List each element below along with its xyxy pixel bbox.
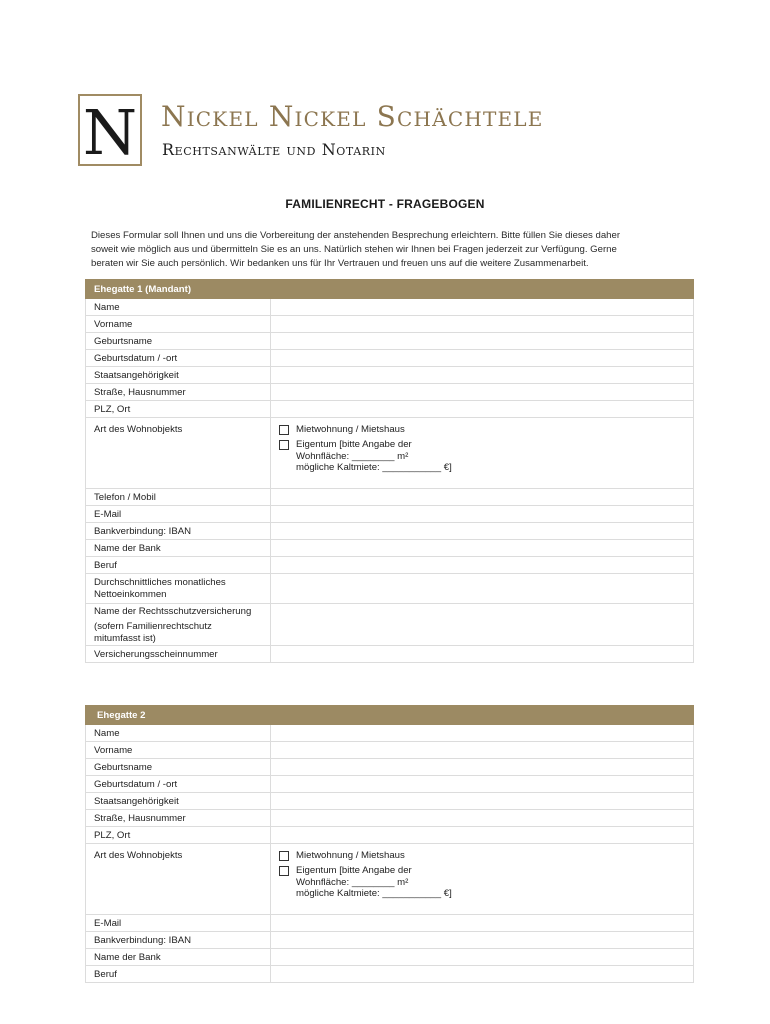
mietwohnung-checkbox[interactable]: [279, 851, 289, 861]
field-label-wohnobjekt: Art des Wohnobjekts: [86, 418, 271, 489]
option-eigentum: [279, 865, 685, 900]
field-label-geburtsname: Geburtsname: [86, 759, 271, 776]
wohnobjekt-options: [271, 844, 694, 915]
field-input-plz[interactable]: [271, 401, 694, 418]
label-line: Durchschnittliches monatliches: [94, 576, 226, 588]
table-row: [86, 574, 694, 604]
field-input-vorname[interactable]: [271, 742, 694, 759]
field-label-staatsangehoerigkeit: Staatsangehörigkeit: [86, 367, 271, 384]
field-label-wohnobjekt: Art des Wohnobjekts: [86, 844, 271, 915]
field-label-email: E-Mail: [86, 915, 271, 932]
eigentum-checkbox[interactable]: [279, 866, 289, 876]
field-input-vorname[interactable]: [271, 316, 694, 333]
field-label-versicherungsscheinnummer: Versicherungsscheinnummer: [86, 646, 271, 663]
table-row: [86, 523, 694, 540]
field-input-strasse[interactable]: [271, 810, 694, 827]
table-row: [86, 844, 694, 915]
field-input-name[interactable]: [271, 725, 694, 742]
field-input-bank[interactable]: [271, 540, 694, 557]
field-label-geburtsname: Geburtsname: [86, 333, 271, 350]
table-row: [86, 418, 694, 489]
table-row: [86, 401, 694, 418]
option-mietwohnung: [279, 424, 685, 435]
field-label-name: Name: [86, 725, 271, 742]
field-input-iban[interactable]: [271, 523, 694, 540]
field-input-iban[interactable]: [271, 932, 694, 949]
label-line: (sofern Familienrechtschutz: [94, 621, 212, 632]
field-label-plz: PLZ, Ort: [86, 401, 271, 418]
field-input-geburtsname[interactable]: [271, 759, 694, 776]
table-row: [86, 793, 694, 810]
field-input-geburtsdatum[interactable]: [271, 776, 694, 793]
field-label-vorname: Vorname: [86, 316, 271, 333]
field-input-telefon[interactable]: [271, 489, 694, 506]
field-label-geburtsdatum: Geburtsdatum / -ort: [86, 350, 271, 367]
option-eigentum: [279, 439, 685, 474]
field-input-email[interactable]: [271, 506, 694, 523]
field-label-strasse: Straße, Hausnummer: [86, 810, 271, 827]
field-input-beruf[interactable]: [271, 557, 694, 574]
field-label-strasse: Straße, Hausnummer: [86, 384, 271, 401]
label-line: Name der Rechtsschutzversicherung: [94, 606, 252, 617]
wohnflaeche-field[interactable]: Wohnfläche: ________ m²: [296, 876, 409, 888]
field-label-staatsangehoerigkeit: Staatsangehörigkeit: [86, 793, 271, 810]
spouse2-header: Ehegatte 2: [86, 706, 271, 725]
logo-letter: N: [82, 96, 138, 164]
field-label-bank: Name der Bank: [86, 540, 271, 557]
field-label-rechtsschutz: [86, 604, 271, 646]
logo-monogram-icon: [80, 96, 140, 164]
table-row: [86, 604, 694, 646]
option-mietwohnung: [279, 850, 685, 861]
field-label-beruf: Beruf: [86, 966, 271, 983]
table-row: [86, 506, 694, 523]
table-row: [86, 316, 694, 333]
table-row: [86, 333, 694, 350]
field-input-versicherungsscheinnummer[interactable]: [271, 646, 694, 663]
field-label-telefon: Telefon / Mobil: [86, 489, 271, 506]
table-row: [86, 725, 694, 742]
table-row: [86, 384, 694, 401]
table-row: [86, 915, 694, 932]
field-input-email[interactable]: [271, 915, 694, 932]
mietwohnung-checkbox[interactable]: [279, 425, 289, 435]
field-label-beruf: Beruf: [86, 557, 271, 574]
field-label-geburtsdatum: Geburtsdatum / -ort: [86, 776, 271, 793]
field-input-plz[interactable]: [271, 827, 694, 844]
field-label-plz: PLZ, Ort: [86, 827, 271, 844]
spouse1-header: Ehegatte 1 (Mandant): [86, 280, 271, 299]
table-row: [86, 299, 694, 316]
option-label: Mietwohnung / Mietshaus: [296, 424, 405, 435]
field-label-name: Name: [86, 299, 271, 316]
table-row: [86, 489, 694, 506]
field-input-geburtsname[interactable]: [271, 333, 694, 350]
label-line: Nettoeinkommen: [94, 588, 167, 600]
table-row: [86, 810, 694, 827]
field-label-bank: Name der Bank: [86, 949, 271, 966]
table-row: [86, 827, 694, 844]
intro-line: soweit wie möglich aus und übermitteln Sie es an uns. Natürlich stehen wir Ihnen bei Fragen jederzeit zur Verfügung. Gerne: [91, 243, 617, 255]
eigentum-text: [296, 439, 452, 474]
field-label-iban: Bankverbindung: IBAN: [86, 932, 271, 949]
spouse2-header-row: [86, 706, 694, 725]
field-label-vorname: Vorname: [86, 742, 271, 759]
table-row: [86, 966, 694, 983]
table-row: [86, 540, 694, 557]
field-input-staatsangehoerigkeit[interactable]: [271, 793, 694, 810]
firm-name: Nickel Nickel Schächtele: [161, 100, 544, 133]
intro-line: Dieses Formular soll Ihnen und uns die Vorbereitung der anstehenden Besprechung erleichtern. Bitte füllen Sie dieses daher: [91, 230, 621, 241]
intro-paragraph: [91, 229, 701, 270]
field-label-iban: Bankverbindung: IBAN: [86, 523, 271, 540]
field-input-strasse[interactable]: [271, 384, 694, 401]
wohnflaeche-field[interactable]: Wohnfläche: ________ m²: [296, 450, 409, 462]
wohnobjekt-options: [271, 418, 694, 489]
eigentum-checkbox[interactable]: [279, 440, 289, 450]
field-input-beruf[interactable]: [271, 966, 694, 983]
kaltmiete-field[interactable]: mögliche Kaltmiete: ___________ €]: [296, 462, 452, 473]
field-input-rechtsschutz[interactable]: [271, 604, 694, 646]
table-row: [86, 742, 694, 759]
table-row: [86, 776, 694, 793]
table-row: [86, 932, 694, 949]
spouse1-table: [85, 279, 694, 663]
option-label: Eigentum [bitte Angabe der: [296, 865, 412, 876]
field-input-nettoeinkommen[interactable]: [271, 574, 694, 604]
firm-logo: [78, 94, 142, 166]
field-input-bank[interactable]: [271, 949, 694, 966]
document-title: FAMILIENRECHT - FRAGEBOGEN: [285, 197, 485, 211]
table-row: [86, 350, 694, 367]
spouse1-header-row: [86, 280, 694, 299]
label-line: mitumfasst ist): [94, 633, 156, 644]
eigentum-text: [296, 865, 452, 900]
field-label-nettoeinkommen: [86, 574, 271, 604]
table-row: [86, 557, 694, 574]
table-row: [86, 646, 694, 663]
firm-subtitle: Rechtsanwälte und Notarin: [162, 140, 386, 159]
option-label: Eigentum [bitte Angabe der: [296, 439, 412, 450]
table-row: [86, 949, 694, 966]
field-input-staatsangehoerigkeit[interactable]: [271, 367, 694, 384]
intro-line: beraten wir Sie auch persönlich. Wir bedanken uns für Ihr Vertrauen und freuen uns auf die weitere Zusammenarbeit.: [91, 257, 589, 269]
table-row: [86, 759, 694, 776]
field-label-email: E-Mail: [86, 506, 271, 523]
table-row: [86, 367, 694, 384]
option-label: Mietwohnung / Mietshaus: [296, 850, 405, 861]
field-input-geburtsdatum[interactable]: [271, 350, 694, 367]
spouse2-table: [85, 705, 694, 983]
kaltmiete-field[interactable]: mögliche Kaltmiete: ___________ €]: [296, 888, 452, 899]
field-input-name[interactable]: [271, 299, 694, 316]
